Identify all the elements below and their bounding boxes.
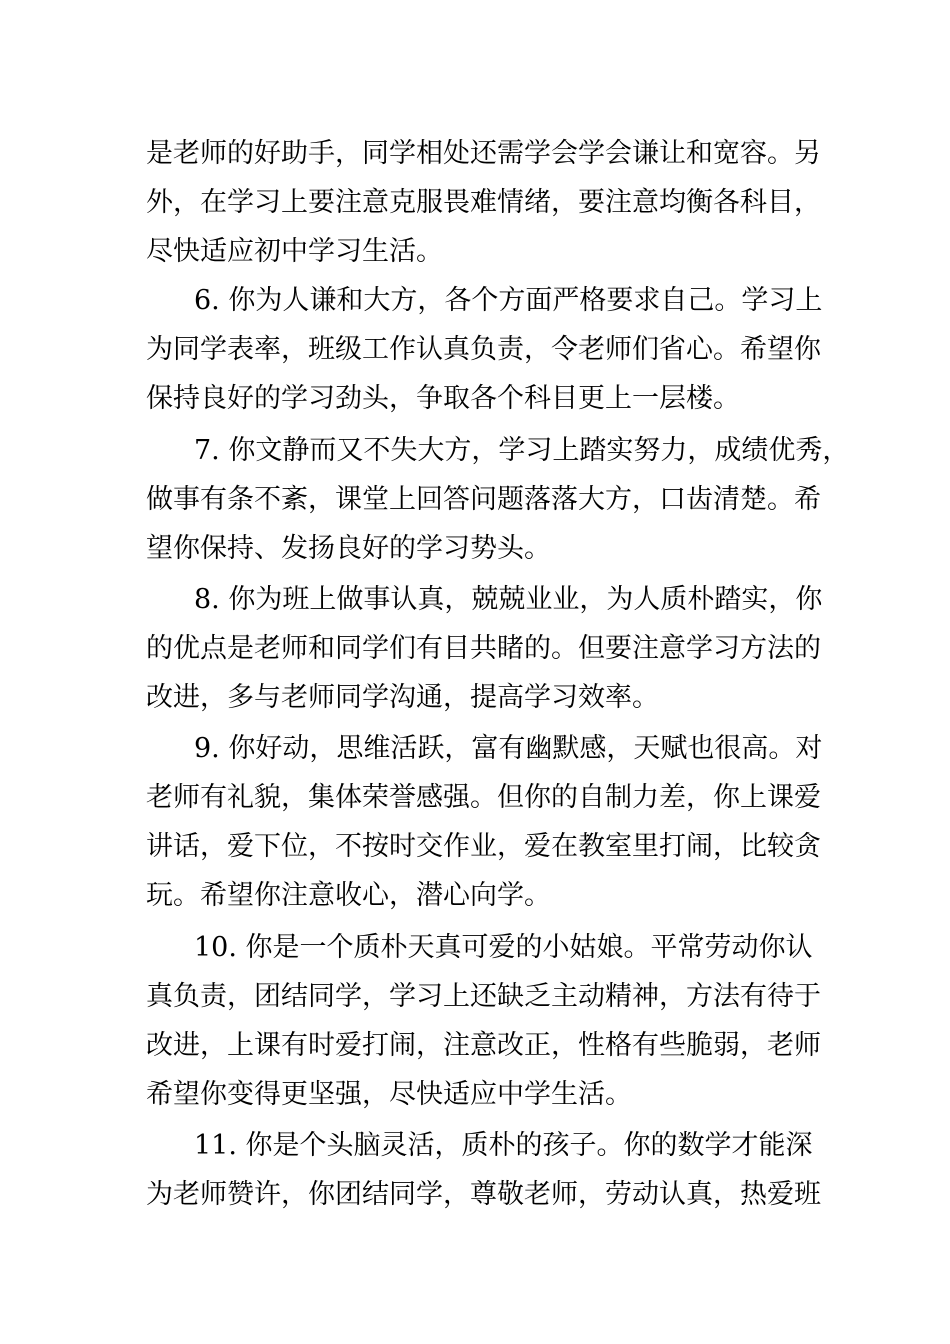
paragraph-6-line-3: 保持良好的学习劲头，争取各个科目更上一层楼。 <box>146 383 740 414</box>
paragraph-10-line-1: 10. 你是一个质朴天真可爱的小姑娘。平常劳动你认 <box>194 932 813 963</box>
paragraph-9-line-2: 老师有礼貌，集体荣誉感强。但你的自制力差，你上课爱 <box>146 782 821 813</box>
paragraph-11-line-2: 为老师赞许，你团结同学，尊敬老师，劳动认真，热爱班 <box>146 1179 821 1210</box>
paragraph-10-line-3: 改进，上课有时爱打闹，注意改正，性格有些脆弱，老师 <box>146 1030 821 1061</box>
paragraph-8-line-2: 的优点是老师和同学们有目共睹的。但要注意学习方法的 <box>146 633 821 664</box>
text-line-1: 是老师的好助手，同学相处还需学会学会谦让和宽容。另 <box>146 138 821 169</box>
paragraph-7-line-2: 做事有条不紊，课堂上回答问题落落大方，口齿清楚。希 <box>146 484 821 515</box>
paragraph-7-line-1: 7. 你文静而又不失大方，学习上踏实努力，成绩优秀， <box>194 435 850 466</box>
paragraph-6-line-2: 为同学表率，班级工作认真负责，令老师们省心。希望你 <box>146 334 821 365</box>
paragraph-9-line-4: 玩。希望你注意收心，潜心向学。 <box>146 880 551 911</box>
paragraph-7-line-3: 望你保持、发扬良好的学习势头。 <box>146 533 551 564</box>
paragraph-9-line-3: 讲话，爱下位，不按时交作业，爱在教室里打闹，比较贪 <box>146 831 821 862</box>
text-line-3: 尽快适应初中学习生活。 <box>146 236 443 267</box>
paragraph-10-line-2: 真负责，团结同学，学习上还缺乏主动精神，方法有待于 <box>146 981 821 1012</box>
paragraph-6-line-1: 6. 你为人谦和大方，各个方面严格要求自己。学习上 <box>194 285 823 316</box>
paragraph-9-line-1: 9. 你好动，思维活跃，富有幽默感，天赋也很高。对 <box>194 733 823 764</box>
paragraph-8-line-3: 改进，多与老师同学沟通，提高学习效率。 <box>146 682 659 713</box>
paragraph-10-line-4: 希望你变得更坚强，尽快适应中学生活。 <box>146 1079 632 1110</box>
paragraph-11-line-1: 11. 你是个头脑灵活，质朴的孩子。你的数学才能深 <box>194 1130 813 1161</box>
text-line-2: 外，在学习上要注意克服畏难情绪，要注意均衡各科目， <box>146 187 821 218</box>
paragraph-8-line-1: 8. 你为班上做事认真，兢兢业业，为人质朴踏实，你 <box>194 584 823 615</box>
